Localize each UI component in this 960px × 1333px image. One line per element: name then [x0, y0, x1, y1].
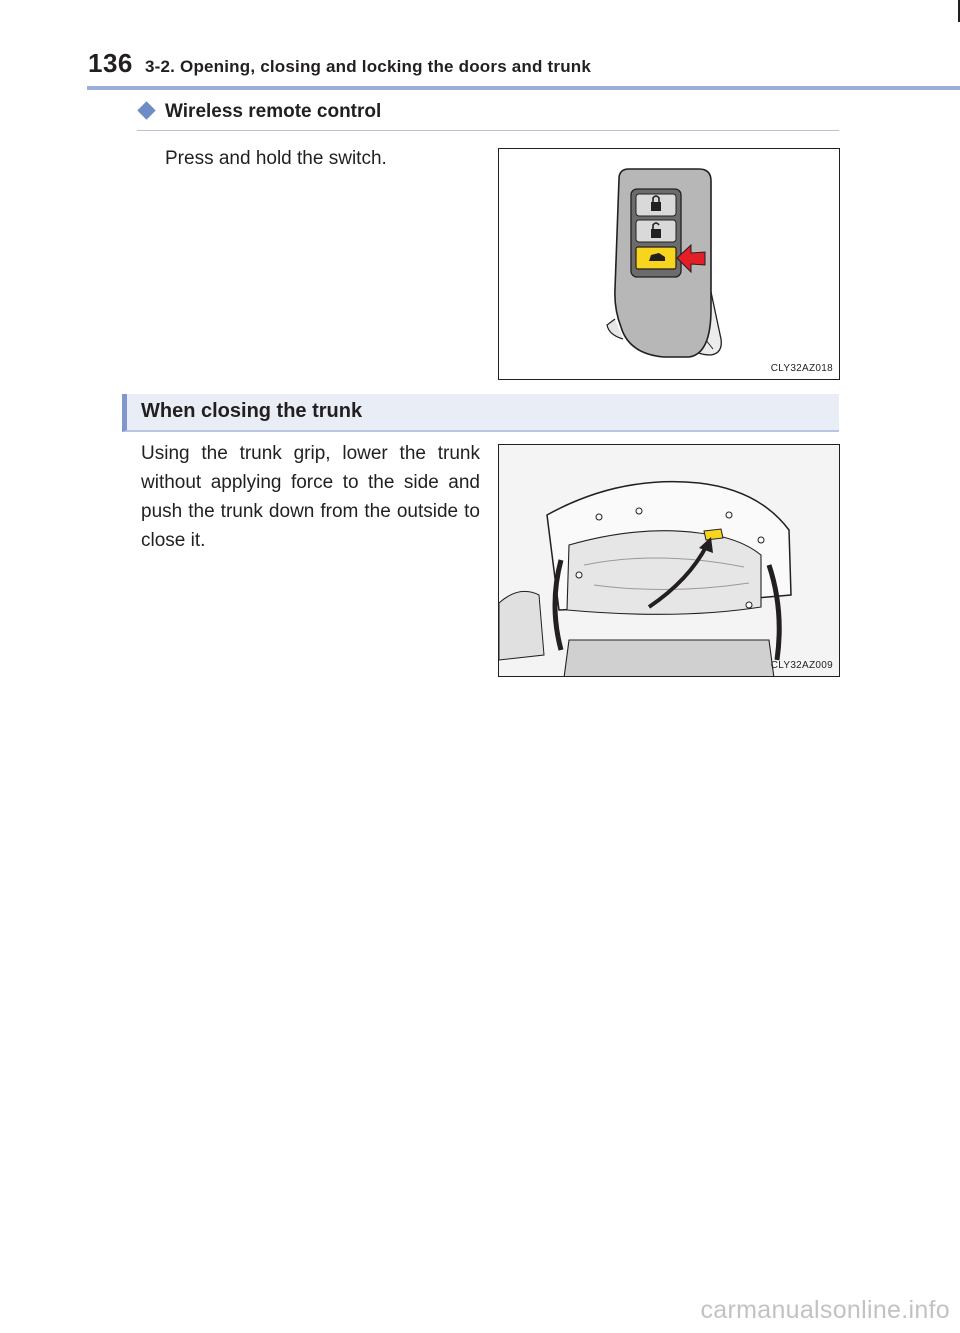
- figure-code-1: CLY32AZ018: [770, 363, 833, 374]
- wireless-instruction: Press and hold the switch.: [165, 148, 387, 169]
- wireless-remote-heading: [137, 100, 839, 132]
- remote-key-drawing: [499, 149, 840, 380]
- trunk-lid-illustration: [498, 444, 840, 677]
- trunk-lid-drawing: [499, 445, 840, 677]
- page-number: 136: [88, 48, 133, 78]
- section-heading-bar: [122, 394, 839, 432]
- figure-code-2: CLY32AZ009: [770, 660, 833, 671]
- header-divider: [87, 86, 960, 90]
- site-watermark: carmanualsonline.info: [700, 1296, 950, 1324]
- closing-instruction: Using the trunk grip, lower the trunk without applying force to the side and push the trunk down from the outside to close it.: [141, 443, 480, 551]
- page-header: [0, 0, 960, 92]
- section-title: When closing the trunk: [141, 400, 363, 422]
- chapter-title: 3-2. Opening, closing and locking the doors and trunk: [145, 57, 592, 76]
- remote-key-illustration: [498, 148, 840, 380]
- sub-heading-divider: [137, 130, 839, 131]
- diamond-bullet-icon: [137, 101, 155, 119]
- wireless-remote-heading-text: Wireless remote control: [165, 101, 382, 122]
